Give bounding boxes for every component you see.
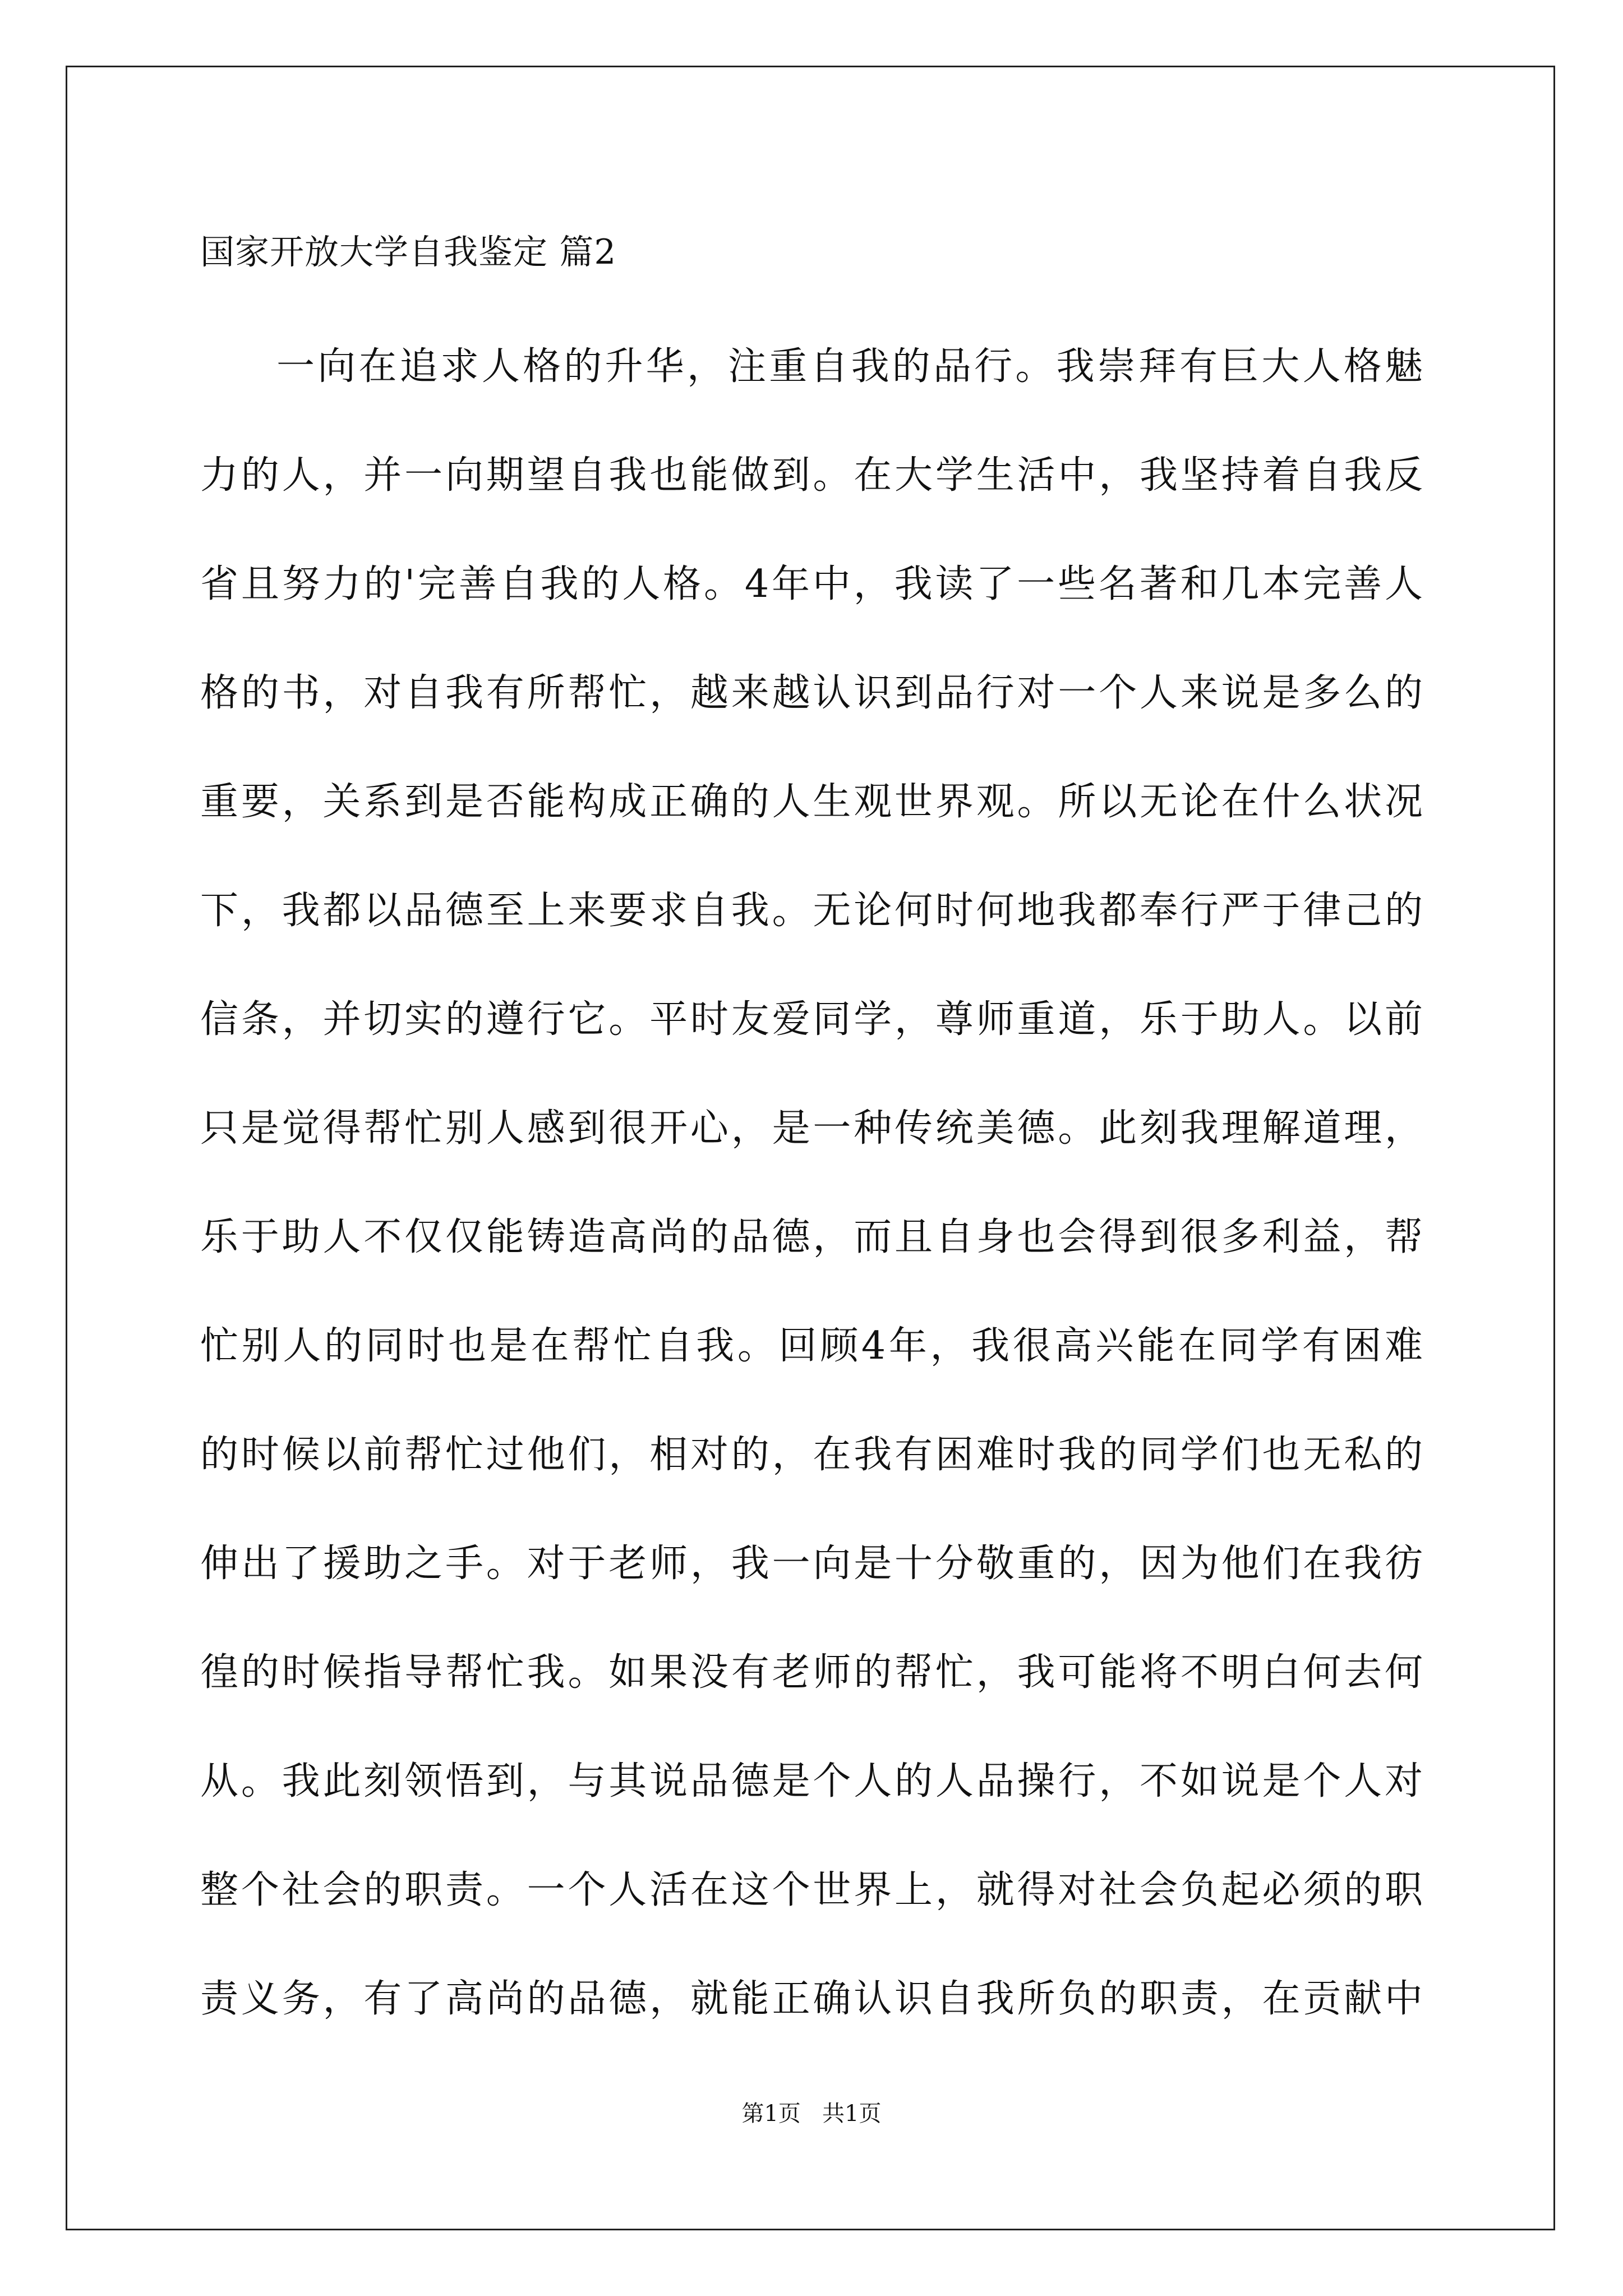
body-line: 下，我都以品德至上来要求自我。无论何时何地我都奉行严于律己的 xyxy=(200,889,1423,933)
page-footer: 第1页 共1页 xyxy=(741,2101,882,2127)
body-line: 责义务，有了高尚的品德，就能正确认识自我所负的职责，在贡献中 xyxy=(200,1977,1423,2021)
document-title: 国家开放大学自我鉴定 篇2 xyxy=(200,232,617,272)
body-line: 力的人，并一向期望自我也能做到。在大学生活中，我坚持着自我反 xyxy=(200,453,1423,498)
document-body xyxy=(200,318,1423,2059)
body-line: 省且努力的'完善自我的人格。4年中，我读了一些名著和几本完善人 xyxy=(200,562,1423,606)
body-line: 格的书，对自我有所帮忙，越来越认识到品行对一个人来说是多么的 xyxy=(200,671,1423,715)
body-line: 乐于助人不仅仅能铸造高尚的品德，而且自身也会得到很多利益，帮 xyxy=(200,1215,1423,1259)
body-line: 忙别人的同时也是在帮忙自我。回顾4年，我很高兴能在同学有困难 xyxy=(200,1324,1423,1368)
body-line: 信条，并切实的遵行它。平时友爱同学，尊师重道，乐于助人。以前 xyxy=(200,997,1423,1042)
body-line: 徨的时候指导帮忙我。如果没有老师的帮忙，我可能将不明白何去何 xyxy=(200,1650,1423,1695)
body-line: 一向在追求人格的升华，注重自我的品行。我崇拜有巨大人格魅 xyxy=(276,344,1423,389)
body-line: 整个社会的职责。一个人活在这个世界上，就得对社会负起必须的职 xyxy=(200,1868,1423,1912)
body-line: 伸出了援助之手。对于老师，我一向是十分敬重的，因为他们在我彷 xyxy=(200,1542,1423,1586)
body-line: 只是觉得帮忙别人感到很开心，是一种传统美德。此刻我理解道理， xyxy=(200,1106,1423,1151)
body-line: 从。我此刻领悟到，与其说品德是个人的人品操行，不如说是个人对 xyxy=(200,1759,1423,1803)
body-line: 的时候以前帮忙过他们，相对的，在我有困难时我的同学们也无私的 xyxy=(200,1433,1423,1477)
body-line: 重要，关系到是否能构成正确的人生观世界观。所以无论在什么状况 xyxy=(200,780,1423,824)
